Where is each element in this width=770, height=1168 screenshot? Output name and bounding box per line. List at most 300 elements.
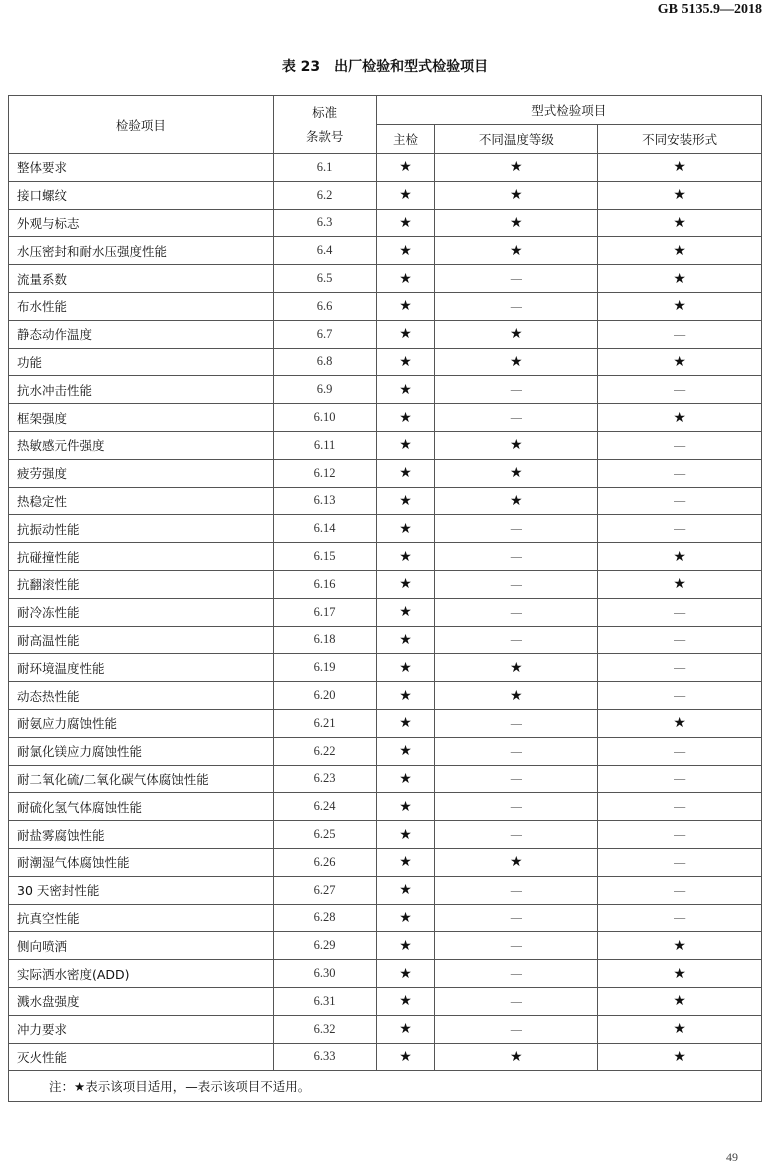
star-icon: ★ (399, 909, 412, 926)
row-item-text: 30 天密封性能 (17, 883, 100, 899)
star-icon: ★ (510, 465, 523, 482)
table-row (9, 987, 762, 1015)
row-install (598, 376, 762, 404)
row-temp (435, 404, 598, 432)
star-icon: ★ (673, 270, 686, 287)
star-icon: ★ (399, 465, 412, 482)
row-item-text: 耐高温性能 (17, 632, 80, 648)
row-item-text: 耐潮湿气体腐蚀性能 (17, 855, 130, 871)
row-clause-text: 6.31 (313, 993, 336, 1008)
row-clause-text: 6.7 (316, 326, 333, 341)
dash-icon: — (673, 827, 686, 843)
row-temp (435, 348, 598, 376)
row-item-text: 耐冷冻性能 (17, 605, 80, 621)
row-item (9, 181, 274, 209)
row-temp (435, 570, 598, 598)
row-temp (435, 376, 598, 404)
table-row (9, 292, 762, 320)
row-temp (435, 459, 598, 487)
row-main (376, 904, 435, 932)
table-row (9, 932, 762, 960)
star-icon: ★ (510, 687, 523, 704)
row-item-text: 热稳定性 (17, 493, 68, 509)
row-temp (435, 487, 598, 515)
row-item-text: 外观与标志 (17, 215, 80, 231)
row-temp (435, 876, 598, 904)
dash-icon: — (510, 966, 523, 981)
row-item-text: 侧向喷洒 (17, 938, 68, 954)
row-clause-text: 6.10 (313, 410, 336, 425)
row-temp (435, 181, 598, 209)
inspection-table (8, 95, 762, 1102)
star-icon: ★ (673, 159, 686, 176)
row-clause (273, 682, 376, 710)
star-icon: ★ (510, 242, 523, 259)
star-icon: ★ (510, 1048, 523, 1065)
row-install (598, 431, 762, 459)
star-icon: ★ (399, 659, 412, 676)
star-icon: ★ (673, 576, 686, 593)
row-main (376, 821, 435, 849)
row-clause (273, 348, 376, 376)
star-icon: ★ (673, 298, 686, 315)
row-item-text: 溅水盘强度 (17, 994, 80, 1010)
header-type-test: 型式检验项目 (376, 96, 761, 125)
row-clause (273, 876, 376, 904)
star-icon: ★ (399, 631, 412, 648)
row-clause-text: 6.13 (313, 493, 336, 508)
row-clause-text: 6.22 (313, 743, 336, 758)
row-temp (435, 932, 598, 960)
header-clause: 标准 条款号 (273, 96, 376, 154)
row-install (598, 960, 762, 988)
row-item-text: 冲力要求 (17, 1022, 68, 1038)
row-item (9, 987, 274, 1015)
row-clause (273, 154, 376, 182)
row-install (598, 1043, 762, 1071)
table-note: 注：★表示该项目适用，—表示该项目不适用。 (9, 1071, 762, 1102)
star-icon: ★ (673, 187, 686, 204)
row-item (9, 543, 274, 571)
star-icon: ★ (399, 743, 412, 760)
row-item (9, 1043, 274, 1071)
row-temp (435, 598, 598, 626)
row-temp (435, 765, 598, 793)
star-icon: ★ (399, 826, 412, 843)
row-item-text: 流量系数 (17, 271, 68, 287)
row-clause (273, 598, 376, 626)
star-icon: ★ (510, 159, 523, 176)
row-item (9, 737, 274, 765)
star-icon: ★ (399, 159, 412, 176)
table-row (9, 848, 762, 876)
row-main (376, 765, 435, 793)
star-icon: ★ (399, 520, 412, 537)
row-clause-text: 6.1 (316, 159, 333, 174)
table-row (9, 570, 762, 598)
row-clause (273, 848, 376, 876)
dash-icon: — (510, 827, 523, 843)
star-icon: ★ (399, 937, 412, 954)
row-clause (273, 292, 376, 320)
star-icon: ★ (399, 437, 412, 454)
table-title: 表 23 出厂检验和型式检验项目 (281, 59, 489, 75)
row-main (376, 1015, 435, 1043)
star-icon: ★ (399, 715, 412, 732)
row-main (376, 181, 435, 209)
row-install (598, 793, 762, 821)
row-install (598, 404, 762, 432)
header-temp: 不同温度等级 (435, 125, 598, 154)
dash-icon: — (673, 493, 686, 509)
star-icon: ★ (673, 937, 686, 954)
row-main (376, 376, 435, 404)
row-temp (435, 209, 598, 237)
row-item-text: 抗水冲击性能 (17, 382, 93, 398)
row-clause (273, 626, 376, 654)
row-install (598, 737, 762, 765)
row-item-text: 功能 (17, 354, 43, 370)
row-install (598, 487, 762, 515)
row-clause-text: 6.14 (313, 521, 336, 536)
row-item-text: 抗碰撞性能 (17, 549, 80, 565)
dash-icon: — (673, 632, 686, 648)
row-item (9, 209, 274, 237)
row-install (598, 515, 762, 543)
star-icon: ★ (399, 1021, 412, 1038)
table-row (9, 626, 762, 654)
row-clause-text: 6.8 (316, 354, 333, 369)
row-install (598, 320, 762, 348)
dash-icon: — (510, 799, 523, 815)
row-clause-text: 6.28 (313, 910, 336, 925)
row-item (9, 292, 274, 320)
row-item (9, 431, 274, 459)
row-install (598, 682, 762, 710)
row-item-text: 布水性能 (17, 299, 68, 315)
row-install (598, 876, 762, 904)
star-icon: ★ (399, 298, 412, 315)
table-row (9, 1015, 762, 1043)
row-temp (435, 793, 598, 821)
row-main (376, 793, 435, 821)
row-item (9, 626, 274, 654)
row-main (376, 348, 435, 376)
table-row (9, 793, 762, 821)
row-main (376, 654, 435, 682)
row-item (9, 765, 274, 793)
row-clause-text: 6.20 (313, 688, 336, 703)
row-main (376, 682, 435, 710)
row-item-text: 耐氯化镁应力腐蚀性能 (17, 744, 143, 760)
dash-icon: — (510, 938, 523, 954)
row-temp (435, 154, 598, 182)
star-icon: ★ (673, 214, 686, 231)
row-temp (435, 515, 598, 543)
row-item (9, 709, 274, 737)
table-row (9, 459, 762, 487)
row-main (376, 431, 435, 459)
row-clause (273, 821, 376, 849)
standard-number: GB 5135.9—2018 (657, 2, 762, 17)
row-clause (273, 1015, 376, 1043)
row-clause-text: 6.29 (313, 938, 336, 953)
row-main (376, 570, 435, 598)
row-clause (273, 709, 376, 737)
row-clause (273, 431, 376, 459)
dash-icon: — (673, 743, 686, 759)
row-item-text: 动态热性能 (17, 688, 80, 704)
row-item (9, 876, 274, 904)
table-row (9, 904, 762, 932)
row-install (598, 904, 762, 932)
dash-icon: — (673, 660, 686, 676)
header-install: 不同安装形式 (598, 125, 762, 154)
row-clause (273, 320, 376, 348)
star-icon: ★ (510, 492, 523, 509)
row-temp (435, 292, 598, 320)
dash-icon: — (673, 326, 686, 342)
table-row (9, 376, 762, 404)
row-temp (435, 237, 598, 265)
row-item (9, 821, 274, 849)
dash-icon: — (510, 882, 523, 898)
star-icon: ★ (399, 242, 412, 259)
dash-icon: — (673, 771, 686, 787)
row-clause-text: 6.9 (316, 382, 333, 397)
row-item-text: 抗真空性能 (17, 910, 80, 926)
star-icon: ★ (399, 798, 412, 815)
row-item (9, 320, 274, 348)
row-install (598, 848, 762, 876)
row-item (9, 459, 274, 487)
star-icon: ★ (510, 659, 523, 676)
star-icon: ★ (510, 214, 523, 231)
row-item-text: 接口螺纹 (17, 188, 68, 204)
row-clause (273, 932, 376, 960)
row-main (376, 1043, 435, 1071)
row-clause (273, 181, 376, 209)
dash-icon: — (673, 465, 686, 481)
table-row (9, 404, 762, 432)
row-clause (273, 209, 376, 237)
table-row (9, 654, 762, 682)
row-main (376, 932, 435, 960)
row-install (598, 181, 762, 209)
row-main (376, 459, 435, 487)
row-item (9, 154, 274, 182)
star-icon: ★ (399, 326, 412, 343)
header-main: 主检 (376, 125, 435, 154)
table-row (9, 876, 762, 904)
star-icon: ★ (399, 576, 412, 593)
row-clause-text: 6.3 (316, 215, 333, 230)
row-clause-text: 6.26 (313, 854, 336, 869)
star-icon: ★ (673, 409, 686, 426)
row-clause-text: 6.25 (313, 827, 336, 842)
row-clause-text: 6.12 (313, 465, 336, 480)
table-row (9, 181, 762, 209)
star-icon: ★ (673, 548, 686, 565)
row-clause-text: 6.17 (313, 604, 336, 619)
row-clause-text: 6.2 (316, 187, 333, 202)
row-item (9, 904, 274, 932)
dash-icon: — (673, 854, 686, 870)
row-main (376, 292, 435, 320)
row-install (598, 570, 762, 598)
row-temp (435, 960, 598, 988)
row-main (376, 515, 435, 543)
row-clause-text: 6.33 (313, 1049, 336, 1064)
star-icon: ★ (510, 437, 523, 454)
page-number: 49 (726, 1150, 738, 1164)
header-item: 检验项目 (9, 96, 274, 154)
row-temp (435, 1015, 598, 1043)
row-clause (273, 487, 376, 515)
row-install (598, 237, 762, 265)
row-install (598, 821, 762, 849)
row-main (376, 237, 435, 265)
row-item-text: 静态动作温度 (17, 327, 93, 343)
table-row (9, 154, 762, 182)
row-clause-text: 6.21 (313, 715, 336, 730)
row-install (598, 598, 762, 626)
dash-icon: — (673, 688, 686, 704)
row-install (598, 459, 762, 487)
row-item (9, 348, 274, 376)
row-temp (435, 904, 598, 932)
star-icon: ★ (510, 854, 523, 871)
star-icon: ★ (673, 1048, 686, 1065)
row-item (9, 682, 274, 710)
row-main (376, 626, 435, 654)
row-clause (273, 237, 376, 265)
row-item-text: 耐二氧化硫/二氧化碳气体腐蚀性能 (17, 771, 209, 787)
row-clause-text: 6.11 (313, 437, 336, 452)
row-main (376, 543, 435, 571)
row-clause-text: 6.5 (316, 271, 333, 286)
table-row (9, 598, 762, 626)
row-main (376, 404, 435, 432)
row-item (9, 793, 274, 821)
star-icon: ★ (399, 214, 412, 231)
star-icon: ★ (399, 1048, 412, 1065)
row-install (598, 765, 762, 793)
dash-icon: — (510, 910, 523, 926)
row-item (9, 960, 274, 988)
row-install (598, 543, 762, 571)
row-clause (273, 570, 376, 598)
row-item-text: 抗振动性能 (17, 521, 80, 537)
row-clause-text: 6.30 (313, 966, 336, 980)
dash-icon: — (510, 715, 523, 731)
row-clause-text: 6.24 (313, 799, 336, 814)
row-item-text: 整体要求 (17, 160, 68, 176)
row-item (9, 1015, 274, 1043)
row-clause (273, 987, 376, 1015)
row-clause (273, 459, 376, 487)
row-main (376, 737, 435, 765)
star-icon: ★ (399, 965, 412, 982)
row-main (376, 209, 435, 237)
row-install (598, 987, 762, 1015)
star-icon: ★ (399, 993, 412, 1010)
row-item (9, 932, 274, 960)
star-icon: ★ (399, 882, 412, 899)
row-clause (273, 515, 376, 543)
dash-icon: — (673, 382, 686, 398)
dash-icon: — (510, 576, 523, 592)
row-install (598, 348, 762, 376)
row-item (9, 515, 274, 543)
row-clause (273, 737, 376, 765)
star-icon: ★ (673, 1021, 686, 1038)
star-icon: ★ (673, 353, 686, 370)
row-temp (435, 987, 598, 1015)
dash-icon: — (510, 632, 523, 648)
row-clause-text: 6.27 (313, 882, 336, 897)
dash-icon: — (673, 437, 686, 453)
row-temp (435, 848, 598, 876)
dash-icon: — (673, 604, 686, 620)
row-item (9, 570, 274, 598)
row-clause-text: 6.15 (313, 549, 336, 564)
table-row (9, 543, 762, 571)
table-row (9, 821, 762, 849)
row-clause (273, 960, 376, 988)
star-icon: ★ (399, 381, 412, 398)
star-icon: ★ (399, 770, 412, 787)
dash-icon: — (510, 743, 523, 759)
row-item (9, 265, 274, 293)
table-row (9, 265, 762, 293)
row-item (9, 404, 274, 432)
row-main (376, 960, 435, 988)
row-temp (435, 320, 598, 348)
table-row (9, 682, 762, 710)
dash-icon: — (510, 771, 523, 787)
row-main (376, 987, 435, 1015)
row-clause (273, 1043, 376, 1071)
table-row (9, 1043, 762, 1071)
dash-icon: — (510, 1021, 523, 1037)
row-clause-text: 6.32 (313, 1021, 336, 1036)
table-row (9, 487, 762, 515)
row-install (598, 932, 762, 960)
row-item-text: 耐环境温度性能 (17, 660, 105, 676)
row-temp (435, 265, 598, 293)
row-item-text: 耐氨应力腐蚀性能 (17, 716, 118, 732)
row-item-text: 水压密封和耐水压强度性能 (17, 243, 168, 259)
star-icon: ★ (399, 409, 412, 426)
star-icon: ★ (399, 187, 412, 204)
star-icon: ★ (673, 715, 686, 732)
row-main (376, 709, 435, 737)
dash-icon: — (510, 271, 523, 287)
row-item-text: 耐盐雾腐蚀性能 (17, 827, 105, 843)
star-icon: ★ (399, 270, 412, 287)
row-temp (435, 626, 598, 654)
row-install (598, 154, 762, 182)
dash-icon: — (510, 604, 523, 620)
dash-icon: — (510, 549, 523, 565)
star-icon: ★ (399, 854, 412, 871)
row-clause (273, 793, 376, 821)
dash-icon: — (510, 410, 523, 426)
row-item (9, 376, 274, 404)
row-install (598, 626, 762, 654)
star-icon: ★ (399, 492, 412, 509)
